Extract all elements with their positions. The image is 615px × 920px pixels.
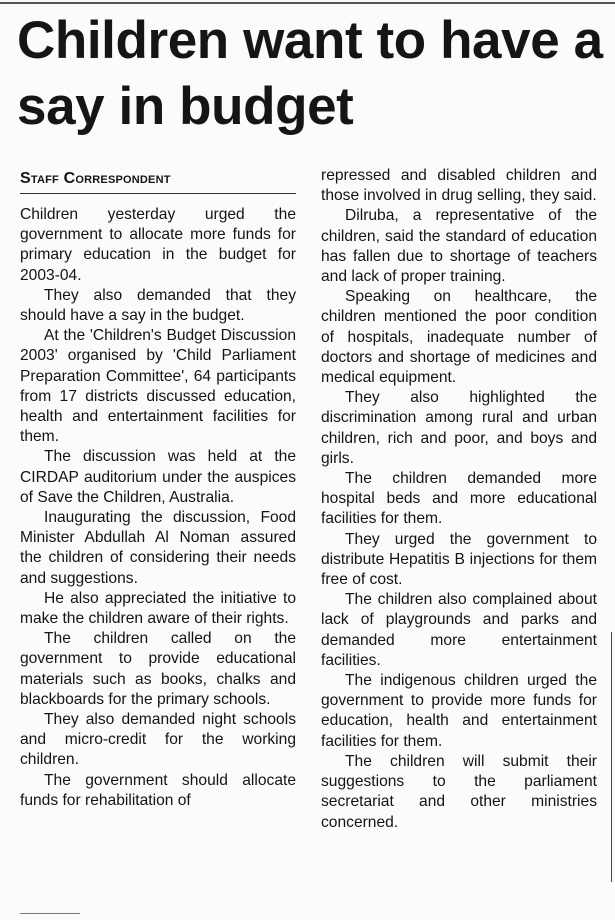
paragraph: They also demanded that they should have a say in the budget. <box>20 286 296 325</box>
paragraph: They also demanded night schools and micro-credit for the working children. <box>20 711 296 769</box>
paragraph: Speaking on healthcare, the children mentioned the poor condition of hospitals, inadequate number of doctors and shortage of medicines and medical equipment. <box>321 288 597 387</box>
top-rule <box>0 2 615 4</box>
paragraph: They urged the government to distribute Hepatitis B injections for them free of cost. <box>321 530 597 589</box>
paragraph: At the 'Children's Budget Discussion 2003' organised by 'Child Parliament Preparation Committee', 64 participants from 17 districts discussed education, health and entertainment facilities for them. <box>20 327 296 446</box>
paragraph: The discussion was held at the CIRDAP auditorium under the auspices of Save the Children, Australia. <box>20 448 296 506</box>
paragraph: He also appreciated the initiative to make the children aware of their rights. <box>20 589 296 628</box>
paragraph: The children called on the government to provide educational materials such as books, chalks and blackboards for the primary schools. <box>20 630 296 708</box>
paragraph: Children yesterday urged the government to allocate more funds for primary education in the budget for 2003-04. <box>20 206 296 284</box>
paragraph: Inaugurating the discussion, Food Minister Abdullah Al Noman assured the children of considering their needs and suggestions. <box>20 509 296 587</box>
paragraph: The children demanded more hospital beds and more educational facilities for them. <box>321 470 597 528</box>
paragraph: Dilruba, a representative of the children, said the standard of education has fallen due to shortage of teachers and lack of proper training. <box>321 207 597 286</box>
paragraph: The children will submit their suggestions to the parliament secretariat and other ministries concerned. <box>321 752 597 831</box>
byline: Staff Correspondent <box>20 169 296 194</box>
column-edge-rule <box>611 632 612 882</box>
bottom-rule <box>20 913 80 914</box>
article-column-right <box>321 166 597 833</box>
paragraph-continued: repressed and disabled children and those involved in drug selling, they said. <box>321 167 597 205</box>
paragraph: They also highlighted the discrimination among rural and urban children, rich and poor, and boys and girls. <box>321 389 597 467</box>
paragraph: The government should allocate funds for rehabilitation of <box>20 771 296 809</box>
headline: Children want to have a say in budget <box>17 11 603 136</box>
article-column-left <box>20 205 296 811</box>
paragraph: The children also complained about lack of playgrounds and parks and demanded more entertainment facilities. <box>321 591 597 669</box>
paragraph: The indigenous children urged the government to provide more funds for education, health and entertainment facilities for them. <box>321 672 597 750</box>
